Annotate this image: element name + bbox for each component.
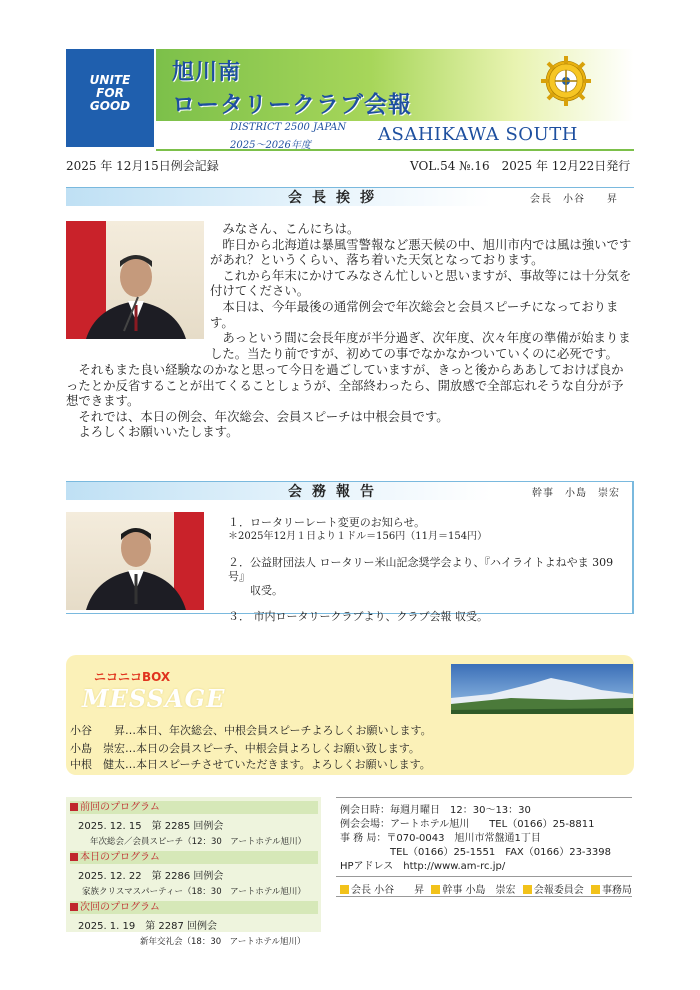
rotary-wheel-icon: [539, 54, 593, 108]
greeting-body-top: みなさん、こんにちは。 昨日から北海道は暴風雪警報など悪天候の中、旭川市内では風は強いですがあれ？というくらい、落ち着いた天気となっております。 これから年末にかけてみなさん忙しいと思いますが、事故等には十分気を付けてください。 本日は、今年最後の通常例会で年次総会と会員スピーチになっております。 あっという間に会長年度が半分過ぎ、次年度、次々年度の準備が始まりました。当たり前ですが、初めての事でなかなかついていくのに必死です。: [210, 221, 632, 361]
report-item: １．ロータリーレート変更のお知らせ。: [228, 516, 426, 529]
program-heading: 次回のプログラム: [70, 901, 318, 914]
editorial-legend: 会長 小谷 昇 幹事 小島 崇宏 会報委員会 事務局: [340, 881, 632, 896]
report-right-border: [632, 481, 634, 613]
rotary-year: 2025～2026年度: [230, 140, 311, 151]
square-bullet-icon: [340, 885, 349, 894]
program-heading: 前回のプログラム: [70, 801, 318, 814]
speaker-figure: [66, 221, 204, 339]
square-bullet-icon: [70, 903, 78, 911]
square-bullet-icon: [431, 885, 440, 894]
secretary-photo: [66, 512, 204, 610]
program-heading: 本日のプログラム: [70, 851, 318, 864]
info-mid-rule: [336, 876, 632, 877]
message-line: 小谷 昇…本日、年次総会、中根会員スピーチよろしくお願いします。: [70, 724, 432, 737]
report-item: ２．公益財団法人 ロータリー米山記念奨学会より、『ハイライトよねやま 309号』: [228, 556, 614, 583]
club-name: 旭川南: [172, 60, 242, 85]
logo-text: UNITE FOR GOOD: [89, 73, 131, 113]
report-speaker: 幹事 小島 崇宏: [532, 488, 620, 499]
mountain-photo: [451, 664, 633, 714]
rotary-theme-logo: [66, 49, 154, 147]
nikoniko-heading: ニコニコBOX: [94, 670, 171, 684]
issue-info: VOL.54 №.16 2025 年 12月22日発行: [410, 159, 631, 173]
message-line: 中根 健太…本日スピーチさせていただきます。よろしくお願いします。: [70, 758, 431, 771]
square-bullet-icon: [591, 885, 600, 894]
report-items: [228, 516, 628, 624]
info-line: HPアドレス http://www.am-rc.jp/: [340, 861, 506, 872]
speaker-figure: [66, 512, 204, 610]
message-line: 小島 崇宏…本日の会員スピーチ、中根会員よろしくお願い致します。: [70, 742, 420, 755]
info-bottom-rule: [336, 896, 632, 897]
info-top-rule: [336, 797, 632, 798]
info-line: 例会日時：毎週月曜日 12：30～13：30: [340, 805, 531, 816]
greeting-speaker: 会長 小谷 昇: [530, 194, 618, 205]
program-date: 2025. 12. 15 第 2285 回例会: [78, 821, 224, 832]
greeting-title: 会長挨拶: [288, 190, 384, 206]
info-line: 事 務 局：〒070-0043 旭川市常盤通1丁目: [340, 833, 541, 844]
program-detail: 家族クリスマスパーティー（18：30 アートホテル旭川）: [82, 887, 306, 897]
greeting-body-bottom: それもまた良い経験なのかなと思って今日を過ごしていますが、きっと後からああしておけば良かったとか反省することが出てくることしょうが、全部終わったら、開放感で全部忘れそうな自分が予想できます。 それでは、本日の例会、年次総会、会員スピーチは中根会員です。 よろしくお願いいたします。: [66, 362, 624, 440]
report-title: 会務報告: [288, 484, 384, 500]
report-item: 収受。: [228, 584, 283, 597]
report-item: ＊2025年12月１日より１ドル＝156円（11月＝154円）: [228, 531, 488, 542]
info-line: 例会会場：アートホテル旭川 TEL（0166）25-8811: [340, 819, 595, 830]
club-info: [340, 804, 611, 874]
square-bullet-icon: [523, 885, 532, 894]
info-line: TEL（0166）25-1551 FAX（0166）23-3398: [340, 847, 611, 858]
president-photo: [66, 221, 204, 339]
message-word: MESSAGE: [82, 684, 226, 713]
square-bullet-icon: [70, 853, 78, 861]
program-date: 2025. 1. 19 第 2287 回例会: [78, 921, 218, 932]
program-date: 2025. 12. 22 第 2286 回例会: [78, 871, 224, 882]
program-detail: 年次総会／会員スピーチ（12：30 アートホテル旭川）: [90, 837, 307, 847]
square-bullet-icon: [70, 803, 78, 811]
club-name-en: ASAHIKAWA SOUTH: [378, 124, 578, 145]
meeting-record-date: 2025 年 12月15日例会記録: [66, 159, 219, 173]
program-detail: 新年交礼会（18：30 アートホテル旭川）: [140, 937, 306, 947]
district-label: DISTRICT 2500 JAPAN: [230, 122, 347, 133]
report-item: ３． 市内ロータリークラブより、クラブ会報 収受。: [228, 610, 488, 623]
program-list: [70, 801, 318, 947]
bulletin-title: ロータリークラブ会報: [172, 92, 412, 118]
